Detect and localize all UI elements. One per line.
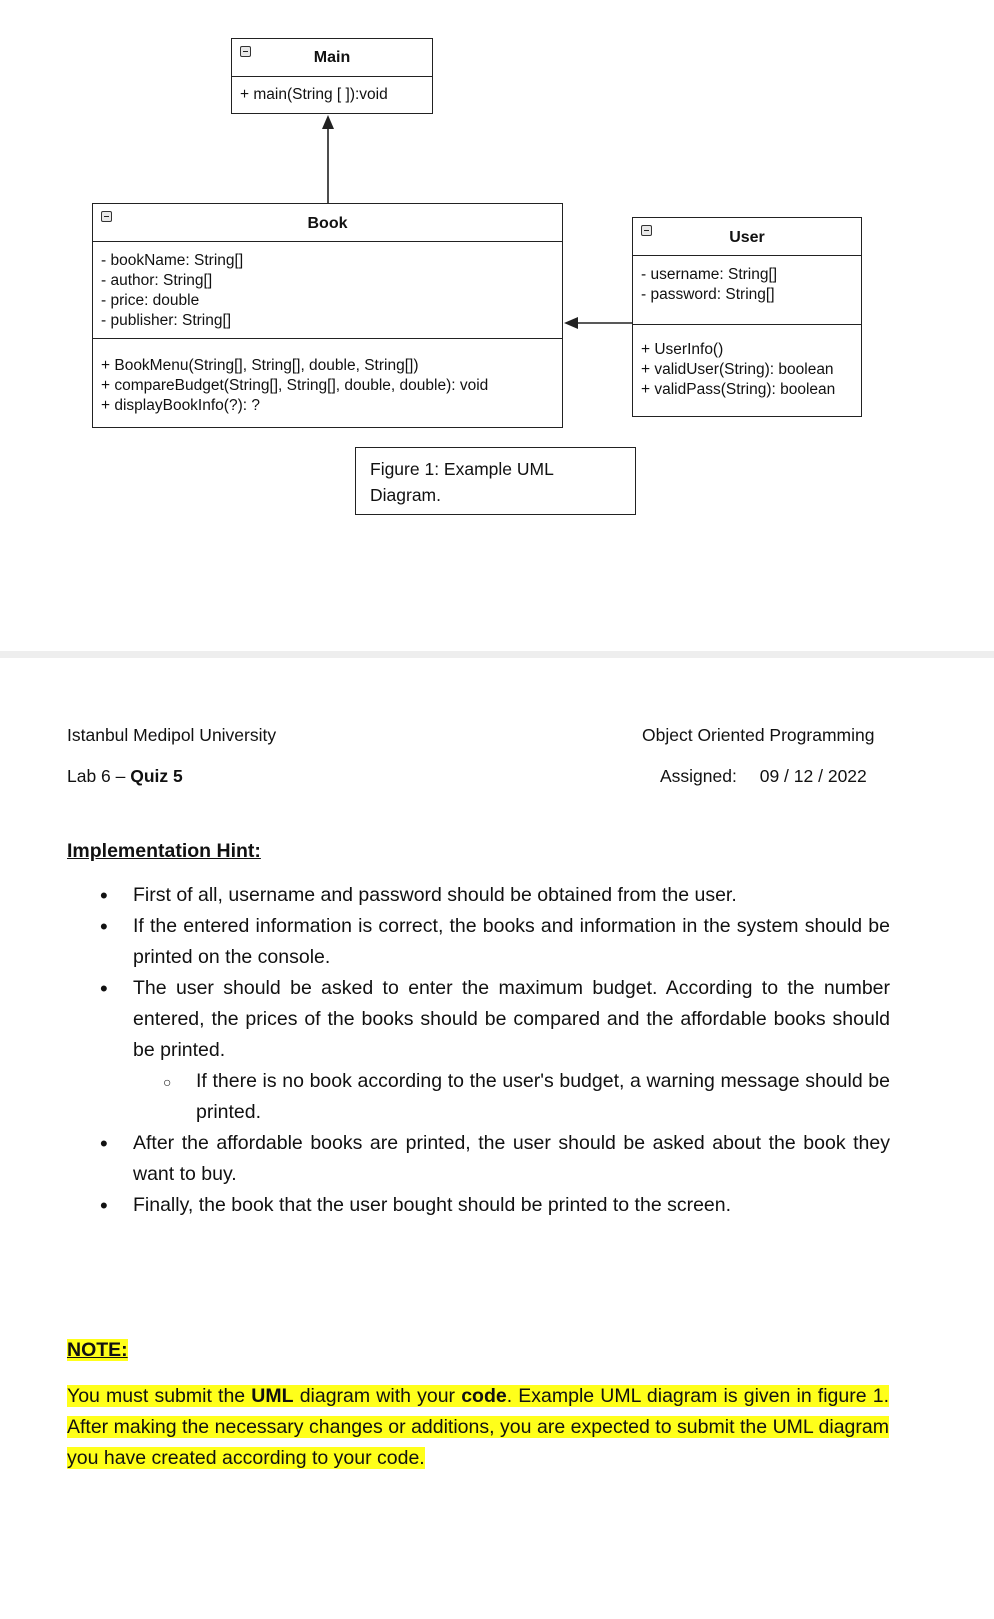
book-attribute: - price: double	[101, 292, 200, 309]
book-method: + compareBudget(String[], String[], double, double): void	[101, 377, 489, 394]
book-method: + BookMenu(String[], String[], double, String[])	[101, 357, 419, 374]
user-method: + UserInfo()	[641, 341, 724, 358]
user-to-book-arrow-head	[564, 317, 578, 329]
hint-list	[70, 880, 890, 1221]
uml-arrows	[0, 0, 994, 440]
assigned-label: Assigned:	[660, 766, 737, 786]
list-item	[70, 973, 890, 1128]
figure-caption-box	[355, 447, 636, 515]
note-text: You must submit the	[67, 1385, 252, 1407]
book-attribute: - author: String[]	[101, 272, 213, 289]
book-attribute: - publisher: String[]	[101, 312, 232, 329]
user-method: + validPass(String): boolean	[641, 381, 836, 398]
list-item: • After the affordable books are printed, the user should be asked about the book they want to buy.	[70, 1128, 890, 1190]
note-bold-uml: UML	[251, 1385, 294, 1407]
hint-title: Implementation Hint:	[67, 840, 261, 862]
note-bold-code: code	[461, 1385, 507, 1407]
user-attribute: - password: String[]	[641, 286, 775, 303]
note-title	[67, 1335, 128, 1366]
list-item: • First of all, username and password should be obtained from the user.	[70, 880, 890, 911]
quiz-label: Quiz 5	[130, 766, 183, 786]
note-text: . Example UML diagram is given in figure 1. After making the necessary changes or additions, you are expected to submit the UML diagram you have created according to your code.	[67, 1385, 889, 1469]
header-lab	[67, 761, 183, 792]
figure-caption: Diagram.	[370, 485, 441, 505]
book-attribute: - bookName: String[]	[101, 252, 244, 269]
book-class-title: Book	[307, 215, 348, 232]
user-attribute: - username: String[]	[641, 266, 778, 283]
lab-label: Lab 6 –	[67, 766, 131, 786]
figure-caption: Figure 1: Example UML	[370, 459, 554, 479]
assigned-date: 09 / 12 / 2022	[759, 766, 867, 786]
sub-list-item: ○ If there is no book according to the user's budget, a warning message should be printed.	[133, 1066, 890, 1128]
note-title-text: NOTE:	[67, 1339, 128, 1361]
header-university: Istanbul Medipol University	[67, 725, 277, 745]
header-assigned	[660, 761, 867, 792]
list-item-text: The user should be asked to enter the maximum budget. According to the number entered, the prices of the books should be compared and the affordable books should be printed.	[133, 977, 890, 1061]
header-course: Object Oriented Programming	[642, 725, 875, 745]
list-item: • Finally, the book that the user bought should be printed to the screen.	[70, 1190, 890, 1221]
list-item: • If the entered information is correct, the books and information in the system should be printed on the console.	[70, 911, 890, 973]
page-separator	[0, 651, 994, 658]
book-method: + displayBookInfo(?): ?	[101, 397, 260, 414]
book-to-main-arrow-head	[322, 115, 334, 129]
main-method: + main(String [ ]):void	[240, 86, 388, 103]
user-class-title: User	[729, 229, 765, 246]
user-method: + validUser(String): boolean	[641, 361, 834, 378]
note-body	[67, 1381, 889, 1474]
note-text: diagram with your	[293, 1385, 462, 1407]
main-class-title: Main	[313, 49, 351, 66]
